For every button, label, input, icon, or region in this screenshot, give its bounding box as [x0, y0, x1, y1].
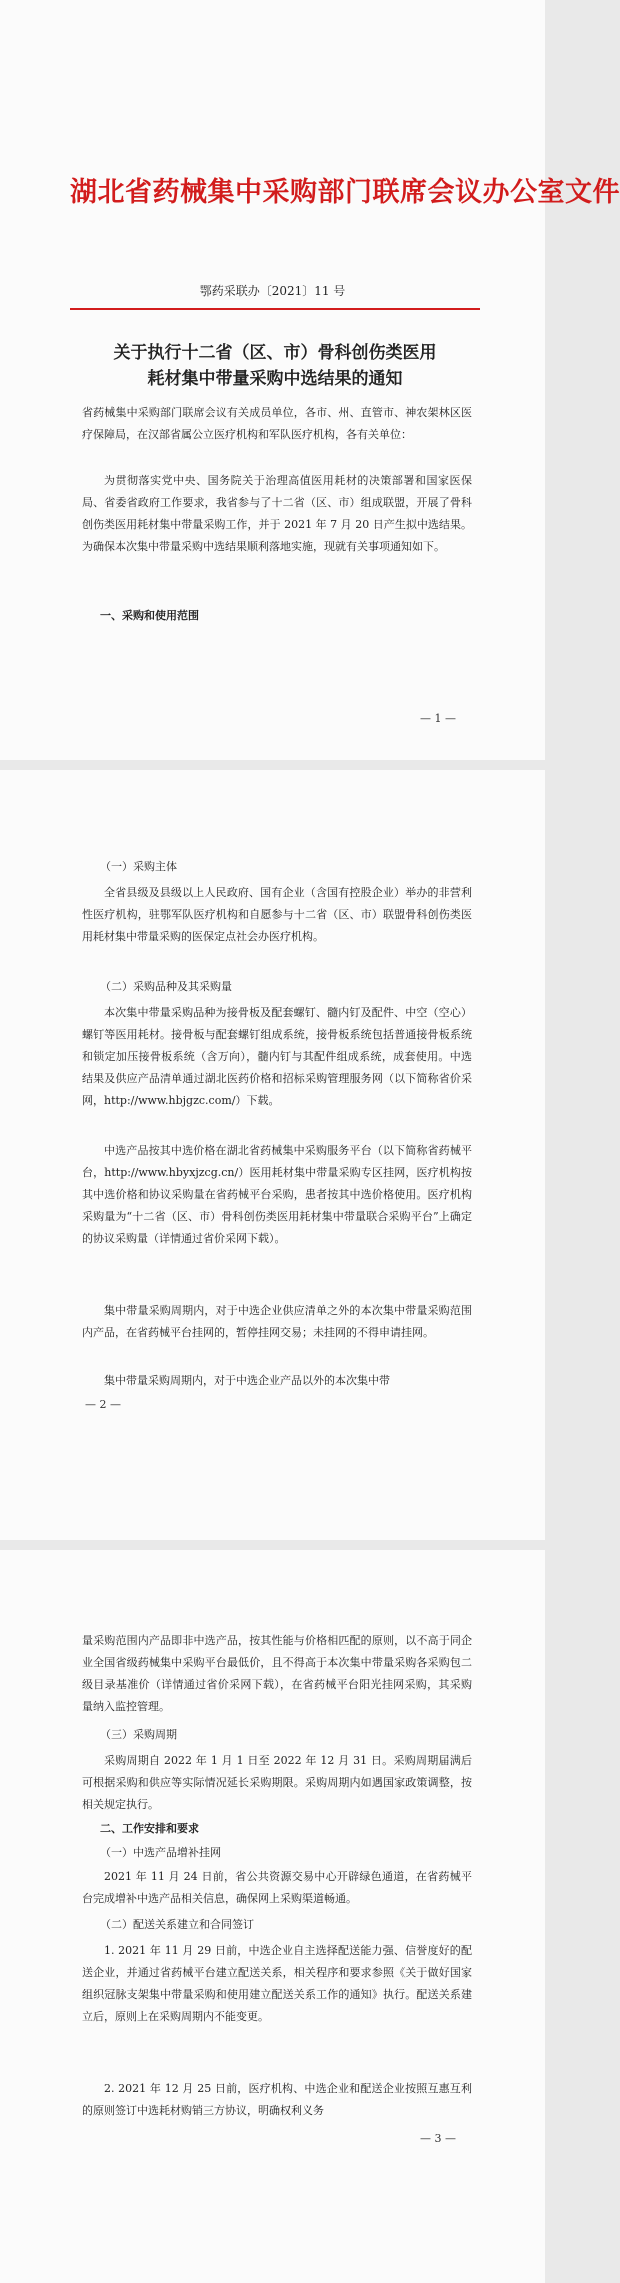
paragraph-period: 采购周期自 2022 年 1 月 1 日至 2022 年 12 月 31 日。采购周期届满后可根据采购和供应等实际情况延长采购期限。采购周期内如遇国家政策调整，按相关规定执行。 [82, 1754, 472, 1811]
document-number: 鄂药采联办〔2021〕11 号 [199, 284, 346, 298]
paragraph-distribution-2: 2. 2021 年 12 月 25 日前，医疗机构、中选企业和配送企业按照互惠互利的原则签订中选耗材购销三方协议，明确权利义务 [82, 2082, 472, 2117]
red-divider-line [70, 308, 480, 310]
subsection-heading-distribution: （二）配送关系建立和合同签订 [100, 1918, 254, 1931]
heading-line-2: 耗材集中带量采购中选结果的通知 [147, 369, 403, 389]
paragraph-continued: 量采购范围内产品即非中选产品，按其性能与价格相匹配的原则，以不高于同企业全国省级药械集中采购平台最低价，且不得高于本次集中带量采购各采购包二级目录基准价（详情通过省价采网下载），在省药械平台阳光挂网采购，其采购量纳入监控管理。 [82, 1634, 472, 1713]
section-heading-2: 二、工作安排和要求 [100, 1822, 199, 1835]
document-heading [80, 340, 470, 392]
page-number: — 3 — [420, 2132, 456, 2145]
document-page-3 [0, 1550, 545, 2283]
page-number: — 2 — [85, 1398, 121, 1411]
paragraph-varieties-3: 集中带量采购周期内，对于中选企业供应清单之外的本次集中带量采购范围内产品，在省药械平台挂网的，暂停挂网交易；未挂网的不得申请挂网。 [82, 1304, 472, 1339]
addressee-paragraph: 省药械集中采购部门联席会议有关成员单位，各市、州、直管市、神农架林区医疗保障局，在汉部省属公立医疗机构和军队医疗机构，各有关单位： [82, 406, 472, 441]
subsection-heading-listing: （一）中选产品增补挂网 [100, 1846, 221, 1859]
page-number: — 1 — [420, 712, 456, 725]
document-page-1 [0, 0, 620, 760]
paragraph-distribution-1: 1. 2021 年 11 月 29 日前，中选企业自主选择配送能力强、信誉度好的配送企业，并通过省药械平台建立配送关系，相关程序和要求参照《关于做好国家组织冠脉支架集中带量采购和使用建立配送关系工作的通知》执行。配送关系建立后，原则上在采购周期内不能变更。 [82, 1944, 472, 2023]
issuer-title: 湖北省药械集中采购部门联席会议办公室文件 [70, 177, 620, 208]
subsection-heading-period: （三）采购周期 [100, 1728, 177, 1741]
heading-line-1: 关于执行十二省（区、市）骨科创伤类医用 [113, 343, 437, 363]
intro-paragraph: 为贯彻落实党中央、国务院关于治理高值医用耗材的决策部署和国家医保局、省委省政府工作要求，我省参与了十二省（区、市）组成联盟，开展了骨科创伤类医用耗材集中带量采购工作，并于 2021 年 7 月 20 日产生拟中选结果。为确保本次集中带量采购中选结果顺利落地实施，现就有关事项通知如下。 [82, 474, 472, 553]
document-page-2 [0, 770, 545, 1540]
paragraph-listing: 2021 年 11 月 24 日前，省公共资源交易中心开辟绿色通道，在省药械平台完成增补中选产品相关信息，确保网上采购渠道畅通。 [82, 1870, 472, 1905]
paragraph-varieties-4: 集中带量采购周期内，对于中选企业产品以外的本次集中带 [104, 1374, 390, 1387]
paragraph-purchasing-entity: 全省县级及县级以上人民政府、国有企业（含国有控股企业）举办的非营利性医疗机构，驻鄂军队医疗机构和自愿参与十二省（区、市）联盟骨科创伤类医用耗材集中带量采购的医保定点社会办医疗机构。 [82, 886, 472, 943]
paragraph-varieties-2: 中选产品按其中选价格在湖北省药械集中采购服务平台（以下简称省药械平台，http://www.hbyxjzcg.cn/）医用耗材集中带量采购专区挂网，医疗机构按其中选价格和协议采购量在省药械平台采购，患者按其中选价格使用。医疗机构采购量为“十二省（区、市）骨科创伤类医用耗材集中带量联合采购平台”上确定的协议采购量（详情通过省价采网下载）。 [82, 1144, 472, 1245]
subsection-heading-varieties: （二）采购品种及其采购量 [100, 980, 232, 993]
subsection-heading-purchasing-entity: （一）采购主体 [100, 860, 177, 873]
paragraph-varieties-1: 本次集中带量采购品种为接骨板及配套螺钉、髓内钉及配件、中空（空心）螺钉等医用耗材。接骨板与配套螺钉组成系统，接骨板系统包括普通接骨板系统和锁定加压接骨板系统（含万向），髓内钉与其配件组成系统，成套使用。中选结果及供应产品清单通过湖北医药价格和招标采购管理服务网（以下简称省价采网，http://www.hbjgzc.com/）下载。 [82, 1006, 472, 1107]
section-heading-1: 一、采购和使用范围 [100, 609, 199, 622]
